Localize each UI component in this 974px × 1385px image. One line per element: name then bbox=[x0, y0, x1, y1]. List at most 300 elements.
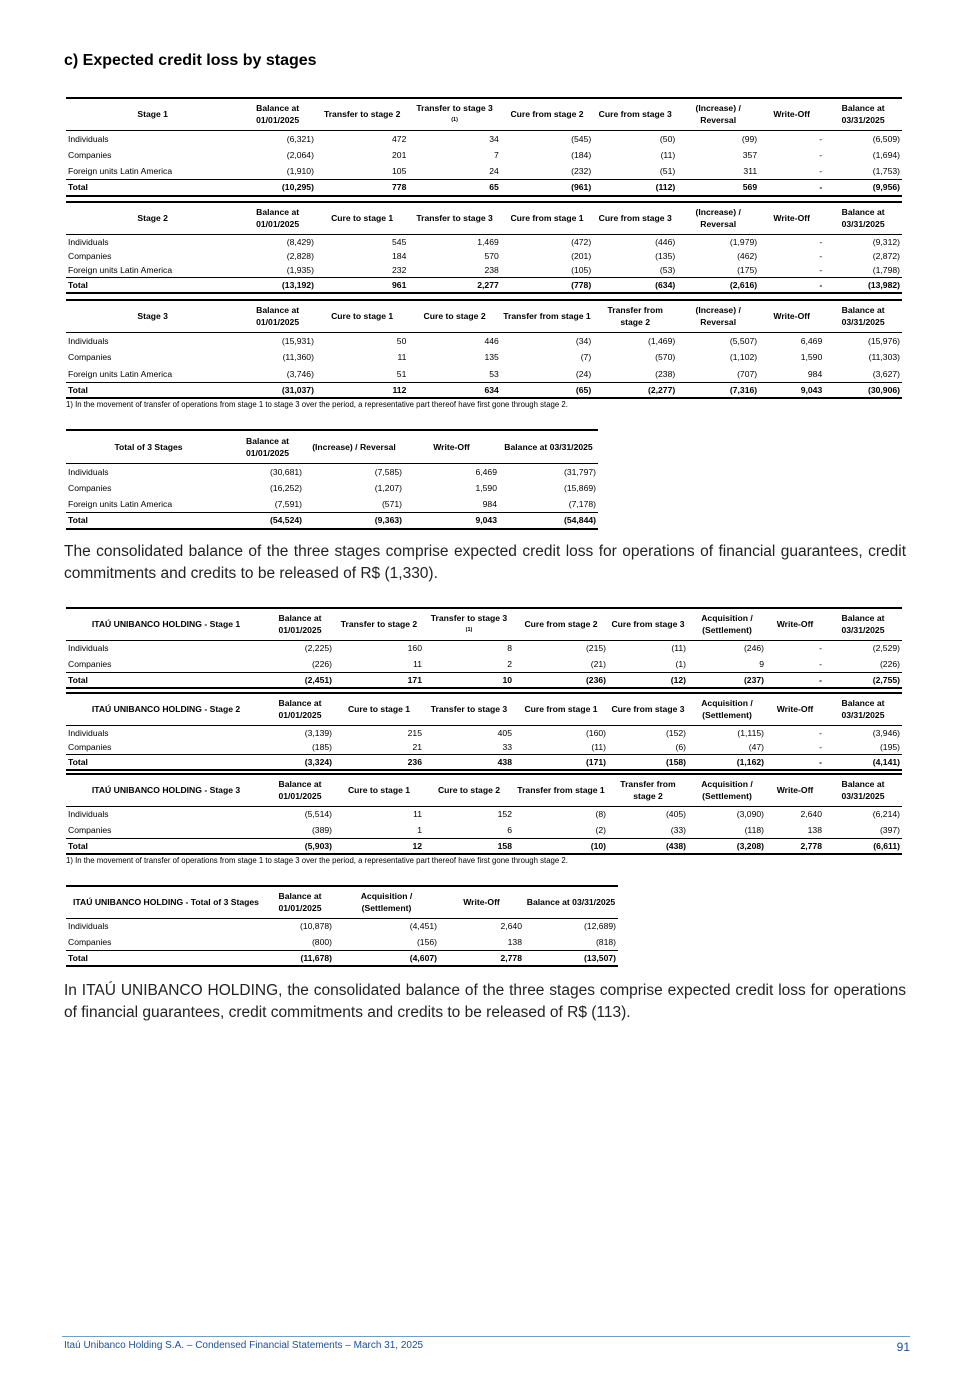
table-cell: 569 bbox=[677, 180, 759, 196]
row-label: Companies bbox=[68, 936, 112, 947]
table-cell: - bbox=[759, 277, 824, 293]
table-cell: - bbox=[819, 251, 823, 261]
table-cell: (5,903) bbox=[266, 838, 334, 854]
table-cell: 2,778 bbox=[439, 950, 524, 966]
table-cell: (570) bbox=[655, 352, 676, 363]
table-cell: (8,429) bbox=[286, 236, 314, 247]
total-row bbox=[66, 513, 598, 529]
table-row bbox=[66, 822, 902, 838]
table-cell: 215 bbox=[407, 727, 422, 738]
table-cell: (2,828) bbox=[286, 251, 314, 261]
column-header: Write-Off bbox=[773, 109, 810, 120]
table-cell: (8) bbox=[595, 809, 606, 820]
column-header: Balance at 03/31/2025 bbox=[841, 207, 885, 230]
section-title: c) Expected credit loss by stages bbox=[64, 52, 317, 69]
table-cell: (1,910) bbox=[286, 166, 314, 176]
table-row bbox=[66, 806, 902, 822]
table-cell: 570 bbox=[484, 251, 499, 261]
table-row bbox=[66, 740, 902, 754]
row-label: Total bbox=[66, 513, 231, 529]
table-cell: (246) bbox=[743, 643, 764, 654]
column-header: Cure from stage 3 bbox=[598, 109, 672, 120]
column-header: Transfer to stage 3 $^{(1)}$ bbox=[430, 613, 508, 634]
table-cell: (1,469) bbox=[647, 335, 676, 346]
iuh-table-total-3-stages bbox=[66, 885, 618, 967]
total-row bbox=[66, 672, 902, 688]
table-cell: (4,141) bbox=[824, 754, 902, 770]
table-cell: (7) bbox=[580, 352, 592, 363]
column-header: Transfer to stage 3 bbox=[430, 704, 508, 715]
footnote-marker: (1) bbox=[451, 117, 458, 124]
table-cell: (7,178) bbox=[568, 499, 596, 509]
table-cell: (545) bbox=[571, 133, 592, 144]
column-header: Balance at 03/31/2025 bbox=[841, 103, 885, 126]
row-label: Individuals bbox=[68, 335, 109, 346]
table-cell: (34) bbox=[575, 335, 592, 346]
column-header: Balance at 01/01/2025 bbox=[256, 207, 300, 230]
table-cell: (15,869) bbox=[563, 482, 596, 493]
table-cell: (5,514) bbox=[304, 809, 332, 820]
table-cell: 446 bbox=[484, 335, 499, 346]
paragraph-consolidated-balance: The consolidated balance of the three stages comprise expected credit loss for operations of financial guarantees, credit commitments and credits to be released of R$ (1,330). bbox=[64, 543, 906, 582]
table-row bbox=[66, 640, 902, 656]
table-cell: 6,469 bbox=[800, 335, 823, 346]
column-header: Write-Off bbox=[773, 213, 810, 224]
column-header: Cure to stage 2 bbox=[437, 785, 501, 796]
row-label: Individuals bbox=[68, 921, 109, 932]
table-row bbox=[66, 249, 902, 263]
table-cell: 778 bbox=[316, 180, 408, 196]
table-row bbox=[66, 656, 902, 672]
column-header: Acquisition / (Settlement) bbox=[360, 891, 413, 914]
table-cell: 2,640 bbox=[800, 809, 822, 820]
table-cell: (462) bbox=[737, 251, 758, 261]
column-header: (Increase) / Reversal bbox=[695, 207, 741, 230]
table-cell: (3,946) bbox=[872, 727, 900, 738]
table-cell: 21 bbox=[412, 741, 422, 752]
column-header: ITAÚ UNIBANCO HOLDING - Stage 2 bbox=[91, 704, 241, 715]
ecl-table-stage-3 bbox=[66, 299, 902, 399]
column-header: Stage 2 bbox=[137, 213, 168, 224]
table-cell: (1,207) bbox=[374, 482, 402, 493]
table-row bbox=[66, 349, 902, 366]
table-cell: (6,321) bbox=[286, 133, 314, 144]
table-cell: - bbox=[819, 741, 822, 752]
table-cell: 51 bbox=[396, 368, 407, 379]
column-header: Cure from stage 1 bbox=[510, 213, 584, 224]
table-cell: 311 bbox=[743, 166, 758, 176]
row-label: Total bbox=[66, 950, 266, 966]
table-cell: (7,591) bbox=[274, 499, 302, 509]
table-cell: 2,778 bbox=[766, 838, 824, 854]
table-cell: (51) bbox=[659, 166, 676, 176]
column-header: Balance at 01/01/2025 bbox=[256, 305, 300, 328]
footnote-marker: (1) bbox=[465, 627, 473, 634]
column-header: ITAÚ UNIBANCO HOLDING - Total of 3 Stages bbox=[73, 897, 259, 908]
row-label: Total bbox=[66, 180, 239, 196]
table-cell: 9,043 bbox=[759, 382, 824, 398]
table-cell: 634 bbox=[408, 382, 500, 398]
table-row bbox=[66, 147, 902, 164]
table-cell: 171 bbox=[334, 672, 424, 688]
column-header: Balance at 01/01/2025 bbox=[278, 613, 322, 636]
row-label: Individuals bbox=[68, 466, 109, 477]
row-label: Total bbox=[66, 838, 266, 854]
column-header: (Increase) / Reversal bbox=[312, 441, 396, 452]
table-cell: - bbox=[819, 658, 822, 669]
footer-text: Itaú Unibanco Holding S.A. – Condensed Financial Statements – March 31, 2025 bbox=[64, 1340, 424, 1351]
row-label: Companies bbox=[68, 251, 112, 261]
table-cell: 6 bbox=[507, 824, 512, 835]
footnote-1: 1) In the movement of transfer of operations from stage 1 to stage 3 over the period, a representative part thereof have first gone through stage 2. bbox=[66, 400, 568, 409]
column-header: Stage 1 bbox=[137, 109, 168, 120]
table-cell: (1) bbox=[675, 658, 686, 669]
column-header: Write-Off bbox=[776, 619, 814, 630]
column-header: Balance at 01/01/2025 bbox=[278, 779, 322, 802]
table-cell: (236) bbox=[514, 672, 608, 688]
table-cell: 135 bbox=[484, 352, 499, 363]
table-cell: (2,064) bbox=[286, 149, 314, 160]
table-cell: (4,607) bbox=[334, 950, 439, 966]
table-cell: 53 bbox=[489, 368, 499, 379]
row-label: Individuals bbox=[68, 643, 109, 654]
table-cell: (175) bbox=[737, 264, 758, 275]
row-label: Total bbox=[66, 672, 266, 688]
column-header: Balance at 01/01/2025 bbox=[256, 103, 300, 126]
total-row bbox=[66, 382, 902, 398]
table-row bbox=[66, 366, 902, 383]
column-header: Write-Off bbox=[776, 704, 814, 715]
table-cell: (9,956) bbox=[824, 180, 902, 196]
table-cell: 984 bbox=[807, 368, 823, 379]
table-cell: (397) bbox=[879, 824, 900, 835]
table-cell: (3,746) bbox=[286, 368, 314, 379]
table-cell: (2,755) bbox=[824, 672, 902, 688]
table-cell: (50) bbox=[659, 133, 676, 144]
table-row bbox=[66, 332, 902, 349]
table-cell: (184) bbox=[571, 149, 592, 160]
table-cell: - bbox=[819, 727, 822, 738]
table-cell: 34 bbox=[489, 133, 499, 144]
table-cell: 472 bbox=[392, 133, 407, 144]
table-cell: (707) bbox=[737, 368, 758, 379]
table-cell: (135) bbox=[655, 251, 676, 261]
table-cell: (571) bbox=[381, 499, 402, 509]
column-header: Balance at 03/31/2025 bbox=[504, 441, 593, 452]
ecl-table-stage-2 bbox=[66, 201, 902, 294]
column-header: Cure from stage 3 bbox=[611, 704, 685, 715]
column-header: Cure to stage 1 bbox=[331, 213, 394, 224]
table-cell: (9,363) bbox=[304, 513, 404, 529]
table-cell: (1,753) bbox=[872, 166, 900, 176]
iuh-table-stage-3 bbox=[66, 773, 902, 855]
table-cell: (1,162) bbox=[688, 754, 766, 770]
table-cell: 12 bbox=[334, 838, 424, 854]
table-cell: 158 bbox=[424, 838, 514, 854]
table-header-row bbox=[66, 202, 902, 234]
table-cell: (4,451) bbox=[409, 921, 437, 932]
table-cell: (13,982) bbox=[824, 277, 902, 293]
row-label: Total bbox=[66, 382, 239, 398]
column-header: Transfer from stage 1 bbox=[503, 311, 591, 322]
table-cell: (1,694) bbox=[872, 149, 900, 160]
table-cell: (472) bbox=[571, 236, 592, 247]
table-cell: 138 bbox=[507, 936, 522, 947]
table-cell: (10,878) bbox=[299, 921, 332, 932]
table-cell: (31,037) bbox=[239, 382, 316, 398]
table-cell: (11) bbox=[671, 643, 686, 654]
table-cell: (3,208) bbox=[688, 838, 766, 854]
column-header: (Increase) / Reversal bbox=[695, 305, 741, 328]
ecl-table-stage-1 bbox=[66, 97, 902, 197]
total-row bbox=[66, 950, 618, 966]
column-header: Acquisition / (Settlement) bbox=[701, 613, 753, 636]
table-cell: (6,509) bbox=[872, 133, 900, 144]
row-label: Companies bbox=[68, 149, 112, 160]
column-header: Cure to stage 1 bbox=[347, 704, 411, 715]
table-cell: (6) bbox=[675, 741, 686, 752]
table-cell: (54,524) bbox=[231, 513, 304, 529]
column-header: Transfer to stage 3 bbox=[416, 213, 493, 224]
table-cell: (800) bbox=[311, 936, 332, 947]
table-cell: 65 bbox=[408, 180, 500, 196]
table-cell: 236 bbox=[334, 754, 424, 770]
row-label: Foreign units Latin America bbox=[68, 264, 173, 275]
row-label: Individuals bbox=[68, 133, 109, 144]
table-cell: - bbox=[819, 643, 822, 654]
table-cell: (15,976) bbox=[867, 335, 900, 346]
table-cell: (226) bbox=[879, 658, 900, 669]
table-cell: (3,627) bbox=[872, 368, 900, 379]
table-cell: 7 bbox=[494, 149, 499, 160]
column-header: ITAÚ UNIBANCO HOLDING - Stage 3 bbox=[91, 785, 241, 796]
table-cell: - bbox=[766, 672, 824, 688]
table-row bbox=[66, 130, 902, 147]
table-cell: 961 bbox=[316, 277, 408, 293]
column-header: Cure from stage 3 bbox=[598, 213, 672, 224]
table-cell: (13,192) bbox=[239, 277, 316, 293]
table-cell: (31,797) bbox=[563, 466, 596, 477]
table-cell: 9 bbox=[759, 658, 764, 669]
table-header-row bbox=[66, 886, 618, 918]
table-cell: (54,844) bbox=[499, 513, 598, 529]
table-cell: (99) bbox=[741, 133, 758, 144]
column-header: Balance at 03/31/2025 bbox=[841, 613, 885, 636]
table-cell: 405 bbox=[497, 727, 512, 738]
table-row bbox=[66, 496, 598, 513]
table-cell: (30,906) bbox=[824, 382, 902, 398]
table-cell: (10) bbox=[514, 838, 608, 854]
table-row bbox=[66, 918, 618, 934]
table-row bbox=[66, 934, 618, 950]
footer-divider bbox=[62, 1336, 910, 1337]
column-header: Balance at 03/31/2025 bbox=[526, 897, 616, 908]
table-cell: 238 bbox=[484, 264, 499, 275]
table-cell: 6,469 bbox=[475, 466, 497, 477]
column-header: Acquisition / (Settlement) bbox=[701, 698, 753, 721]
table-cell: - bbox=[819, 264, 823, 275]
table-cell: (2,277) bbox=[593, 382, 677, 398]
table-cell: (11,678) bbox=[266, 950, 334, 966]
table-row bbox=[66, 263, 902, 277]
table-cell: (65) bbox=[501, 382, 593, 398]
table-cell: (232) bbox=[571, 166, 592, 176]
table-cell: (9,312) bbox=[872, 236, 900, 247]
table-cell: (2,451) bbox=[266, 672, 334, 688]
column-header: Cure to stage 1 bbox=[347, 785, 411, 796]
column-header: Stage 3 bbox=[137, 311, 168, 322]
table-cell: (47) bbox=[748, 741, 764, 752]
table-cell: 160 bbox=[407, 643, 422, 654]
column-header: Balance at 03/31/2025 bbox=[841, 698, 885, 721]
table-cell: (3,090) bbox=[736, 809, 764, 820]
table-row bbox=[66, 480, 598, 497]
table-header-row bbox=[66, 430, 598, 463]
table-cell: (12) bbox=[608, 672, 688, 688]
table-cell: (961) bbox=[501, 180, 593, 196]
table-cell: - bbox=[766, 754, 824, 770]
row-label: Foreign units Latin America bbox=[68, 499, 173, 509]
table-cell: 152 bbox=[497, 809, 512, 820]
table-cell: (1,115) bbox=[737, 727, 764, 738]
table-cell: 1 bbox=[417, 824, 422, 835]
row-label: Companies bbox=[68, 824, 112, 835]
table-cell: (5,507) bbox=[729, 335, 758, 346]
table-cell: 201 bbox=[392, 149, 407, 160]
table-cell: 184 bbox=[392, 251, 407, 261]
column-header: Transfer to stage 2 bbox=[323, 109, 401, 120]
row-label: Companies bbox=[68, 352, 112, 363]
table-cell: 11 bbox=[413, 658, 422, 669]
table-cell: (2,872) bbox=[872, 251, 900, 261]
iuh-table-stage-1 bbox=[66, 607, 902, 689]
table-cell: 357 bbox=[742, 149, 758, 160]
table-cell: (7,316) bbox=[677, 382, 759, 398]
table-cell: (160) bbox=[585, 727, 606, 738]
table-cell: 11 bbox=[397, 352, 407, 363]
column-header: Cure to stage 1 bbox=[331, 311, 394, 322]
table-cell: (1,979) bbox=[729, 236, 758, 247]
table-cell: (12,689) bbox=[583, 921, 616, 932]
table-header-row bbox=[66, 693, 902, 725]
table-cell: 2,277 bbox=[408, 277, 500, 293]
page-number: 91 bbox=[896, 1340, 910, 1354]
total-row bbox=[66, 838, 902, 854]
table-cell: 1,469 bbox=[477, 236, 499, 247]
table-cell: (2) bbox=[595, 824, 606, 835]
iuh-table-stage-2 bbox=[66, 692, 902, 771]
table-cell: (2,616) bbox=[677, 277, 759, 293]
table-cell: (6,214) bbox=[872, 809, 900, 820]
table-cell: (105) bbox=[571, 264, 592, 275]
column-header: Cure from stage 2 bbox=[510, 109, 584, 120]
table-cell: (215) bbox=[585, 643, 606, 654]
table-cell: - bbox=[819, 236, 823, 247]
table-row bbox=[66, 163, 902, 180]
table-row bbox=[66, 725, 902, 740]
table-cell: (13,507) bbox=[524, 950, 618, 966]
table-cell: 2 bbox=[507, 658, 512, 669]
total-row bbox=[66, 754, 902, 770]
row-label: Foreign units Latin America bbox=[68, 166, 173, 176]
table-cell: (3,139) bbox=[304, 727, 332, 738]
table-cell: 438 bbox=[424, 754, 514, 770]
table-cell: (778) bbox=[501, 277, 593, 293]
table-cell: 50 bbox=[396, 335, 407, 346]
table-cell: 112 bbox=[316, 382, 408, 398]
table-cell: (11) bbox=[591, 741, 606, 752]
table-cell: (156) bbox=[416, 936, 437, 947]
column-header: Total of 3 Stages bbox=[114, 441, 183, 452]
table-cell: (16,252) bbox=[269, 482, 302, 493]
table-cell: (2,529) bbox=[872, 643, 900, 654]
footnote-2: 1) In the movement of transfer of operations from stage 1 to stage 3 over the period, a representative part thereof have first gone through stage 2. bbox=[66, 856, 568, 865]
column-header: Transfer from stage 2 bbox=[607, 305, 663, 328]
total-row bbox=[66, 277, 902, 293]
row-label: Individuals bbox=[68, 809, 109, 820]
column-header: Cure from stage 1 bbox=[524, 704, 598, 715]
table-cell: (2,225) bbox=[304, 643, 332, 654]
table-cell: (11) bbox=[660, 149, 676, 160]
table-header-row bbox=[66, 774, 902, 806]
column-header: Acquisition / (Settlement) bbox=[701, 779, 753, 802]
column-header: Balance at 01/01/2025 bbox=[245, 435, 289, 458]
row-label: Foreign units Latin America bbox=[68, 368, 173, 379]
row-label: Individuals bbox=[68, 727, 109, 738]
table-cell: (6,611) bbox=[824, 838, 902, 854]
column-header: Write-Off bbox=[463, 897, 500, 908]
column-header: ITAÚ UNIBANCO HOLDING - Stage 1 bbox=[91, 619, 241, 630]
table-cell: (201) bbox=[571, 251, 592, 261]
table-cell: 2,640 bbox=[500, 921, 522, 932]
table-cell: (1,798) bbox=[872, 264, 900, 275]
table-cell: (24) bbox=[575, 368, 592, 379]
table-cell: 9,043 bbox=[404, 513, 499, 529]
table-cell: (226) bbox=[311, 658, 332, 669]
table-cell: (3,324) bbox=[266, 754, 334, 770]
table-cell: 545 bbox=[392, 236, 407, 247]
paragraph-iuh-consolidated-balance: In ITAÚ UNIBANCO HOLDING, the consolidated balance of the three stages comprise expected credit loss for operations of financial guarantees, credit commitments and credits to be released of R$ (113). bbox=[64, 982, 906, 1021]
table-cell: (1,935) bbox=[286, 264, 314, 275]
table-cell: (118) bbox=[744, 824, 764, 835]
table-cell: 232 bbox=[392, 264, 407, 275]
table-cell: 984 bbox=[482, 499, 497, 509]
table-cell: (152) bbox=[665, 727, 686, 738]
table-cell: (438) bbox=[608, 838, 688, 854]
column-header: Balance at 01/01/2025 bbox=[278, 698, 322, 721]
table-cell: (11,360) bbox=[282, 352, 314, 363]
column-header: Cure from stage 3 bbox=[611, 619, 685, 630]
row-label: Companies bbox=[68, 482, 112, 493]
table-cell: (112) bbox=[593, 180, 677, 196]
table-cell: - bbox=[759, 180, 824, 196]
table-cell: 1,590 bbox=[800, 352, 823, 363]
row-label: Total bbox=[66, 277, 239, 293]
table-cell: (818) bbox=[595, 936, 616, 947]
table-cell: (33) bbox=[670, 824, 686, 835]
table-cell: 8 bbox=[507, 643, 512, 654]
column-header: (Increase) / Reversal bbox=[695, 103, 741, 126]
column-header: Balance at 03/31/2025 bbox=[841, 779, 885, 802]
ecl-table-total-3-stages bbox=[66, 429, 598, 530]
table-cell: (171) bbox=[514, 754, 608, 770]
table-row bbox=[66, 463, 598, 480]
table-cell: - bbox=[819, 166, 823, 176]
column-header: Cure to stage 2 bbox=[423, 311, 486, 322]
row-label: Companies bbox=[68, 741, 112, 752]
table-cell: (389) bbox=[311, 824, 332, 835]
column-header: Balance at 01/01/2025 bbox=[278, 891, 322, 914]
